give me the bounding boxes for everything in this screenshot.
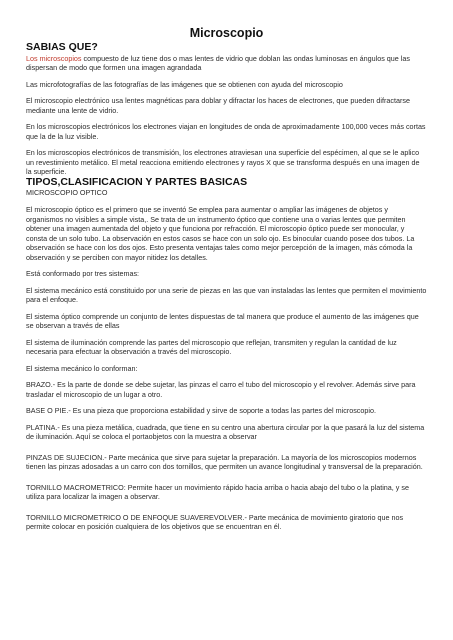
paragraph: En los microscopios electrónicos los electrones viajan en longitudes de onda de aproximadamente 100,000 veces más cortas que la de la luz visible. — [26, 122, 426, 141]
paragraph: El sistema de iluminación comprende las partes del microscopio que reflejan, transmiten y regulan la cantidad de luz necesaria para efectuar la observación a través del microscopio. — [26, 337, 397, 357]
paragraph: BASE O PIE.- Es una pieza que proporciona estabilidad y sirve de soporte a todas las partes del microscopio. — [26, 406, 376, 416]
paragraph: En los microscopios electrónicos de transmisión, los electrones atraviesan una superficie del espécimen, al que se le aplico un revestimiento metálico. El metal reacciona emitiendo electrones y rayos X que se transforma después en una imagen de la superficie. — [26, 148, 420, 177]
section-heading-sabias: SABIAS QUE? — [26, 41, 98, 53]
highlighted-text: Los microscopios — [26, 53, 82, 63]
paragraph: El microscopio óptico es el primero que se inventó Se emplea para aumentar o ampliar las imágenes de objetos y organismos no visibles a simple vista,. Se trata de un instrumento óptico que contiene una o varias lentes que permiten obtener una imagen aumentada del objeto y que funciona por refracción. El microscopio óptico puede ser monocular, y consta de un solo tubo. La observación en estos casos se hace con un solo ojo. Es binocular cuando posee dos tubos. La observación se hace con los dos ojos. Esto presenta ventajas tales como mejor percepción de la imagen, más cómoda la observación y se perciben con mayor nitidez los detalles. — [26, 205, 415, 262]
paragraph: TORNILLO MACROMETRICO: Permite hacer un movimiento rápido hacia arriba o hacia abajo del tubo o la platina, y se utiliza para localizar la imagen a observar. — [26, 482, 409, 502]
paragraph: El microscopio electrónico usa lentes magnéticas para doblar y difractar los haces de electrones, que pueden difractarse mediante una lente de vidrio. — [26, 96, 410, 115]
paragraph: El sistema mecánico está constituido por una serie de piezas en las que van instaladas las lentes que permiten el movimiento para el enfoque. — [26, 285, 427, 305]
paragraph: BRAZO.- Es la parte de donde se debe sujetar, las pinzas el carro el tubo del microscopio y el revolver. Además sirve para trasladar el microscopio de un lugar a otro. — [26, 380, 416, 399]
paragraph: TORNILLO MICROMETRICO O DE ENFOQUE SUAVEREVOLVER.- Parte mecánica de movimiento giratorio que nos permite colocar en posición cualquiera de los objetivos que se encuentran en él. — [26, 512, 404, 532]
paragraph: El sistema mecánico lo conforman: — [26, 363, 138, 373]
paragraph: PINZAS DE SUJECION.- Parte mecánica que sirve para sujetar la preparación. La mayoría de los microscopios modernos tienen las pinzas adosadas a un carro con dos tornillos, que permiten un avance longitudinal y transversal de la preparación. — [26, 452, 423, 472]
section-heading-tipos: TIPOS,CLASIFICACION Y PARTES BASICAS — [26, 175, 248, 188]
paragraph: El sistema óptico comprende un conjunto de lentes dispuestas de tal manera que produce el aumento de las imágenes que se observan a través de ellas — [26, 311, 419, 331]
paragraph — [26, 54, 427, 73]
paragraph: Las microfotografías de las fotografías de las imágenes que se obtienen con ayuda del microscopio — [26, 79, 343, 89]
page-title: Microscopio — [189, 26, 264, 40]
section-subheading: MICROSCOPIO OPTICO — [26, 188, 108, 198]
paragraph-text: compuesto de luz tiene dos o mas lentes de vidrio que doblan las ondas luminosas en ángulos que las dispersan de modo que formen una imagen agrandada — [26, 53, 410, 73]
paragraph: Está conformado por tres sistemas: — [26, 269, 140, 279]
paragraph: PLATINA.- Es una pieza metálica, cuadrada, que tiene en su centro una abertura circular por la que pasará la luz del sistema de iluminación. Aquí se coloca el portaobjetos con la muestra a observar — [26, 422, 425, 442]
